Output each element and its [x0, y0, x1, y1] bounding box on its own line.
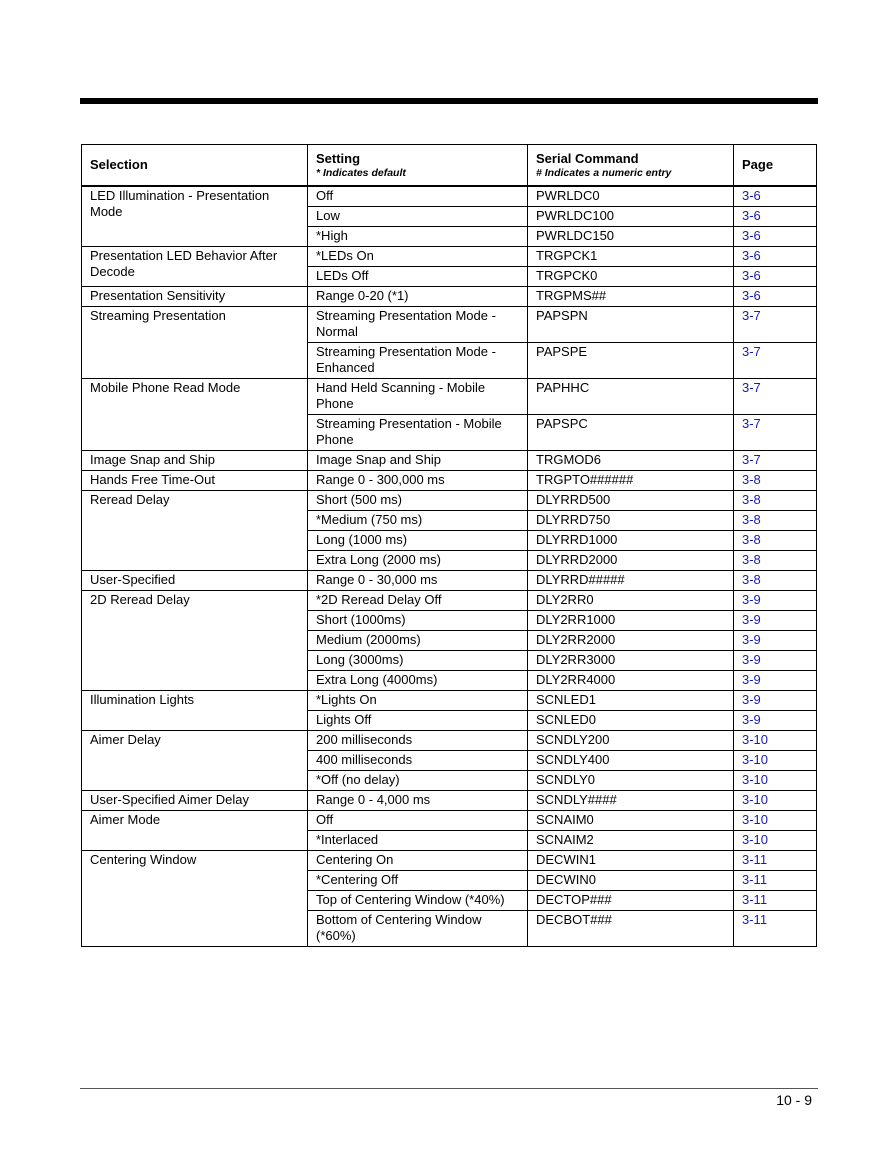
setting-cell: Short (500 ms)	[308, 491, 528, 511]
selection-cell: Hands Free Time-Out	[82, 471, 308, 491]
table-row	[82, 451, 817, 471]
page-cell	[734, 591, 817, 611]
page-cell	[734, 379, 817, 415]
serial-command-cell: PAPHHC	[528, 379, 734, 415]
setting-cell: Range 0 - 300,000 ms	[308, 471, 528, 491]
table-row	[82, 471, 817, 491]
page-cell	[734, 691, 817, 711]
serial-command-cell: TRGPCK0	[528, 267, 734, 287]
setting-cell: Lights Off	[308, 711, 528, 731]
serial-command-cell: DLYRRD1000	[528, 531, 734, 551]
table-header	[82, 145, 817, 187]
page-link[interactable]: 3-9	[742, 612, 761, 627]
selection-cell: Image Snap and Ship	[82, 451, 308, 471]
table-body	[82, 186, 817, 947]
page-cell	[734, 571, 817, 591]
setting-cell: Centering On	[308, 851, 528, 871]
selection-cell: Illumination Lights	[82, 691, 308, 731]
selection-cell: Aimer Mode	[82, 811, 308, 851]
page-link[interactable]: 3-6	[742, 228, 761, 243]
page-link[interactable]: 3-9	[742, 592, 761, 607]
page-link[interactable]: 3-11	[742, 852, 768, 867]
table-row	[82, 591, 817, 611]
page-link[interactable]: 3-6	[742, 248, 761, 263]
table-row	[82, 491, 817, 511]
setting-cell: 400 milliseconds	[308, 751, 528, 771]
footer-rule	[80, 1088, 818, 1089]
page-link[interactable]: 3-10	[742, 732, 769, 747]
serial-command-cell: DLY2RR0	[528, 591, 734, 611]
header-page-label: Page	[742, 157, 774, 172]
page-link[interactable]: 3-10	[742, 752, 769, 767]
serial-command-cell: PAPSPE	[528, 343, 734, 379]
setting-cell: Off	[308, 186, 528, 207]
serial-command-cell: SCNDLY400	[528, 751, 734, 771]
page-link[interactable]: 3-10	[742, 832, 769, 847]
page-cell	[734, 511, 817, 531]
selection-cell: User-Specified Aimer Delay	[82, 791, 308, 811]
page-link[interactable]: 3-8	[742, 552, 761, 567]
selection-cell: 2D Reread Delay	[82, 591, 308, 691]
selection-cell: Presentation LED Behavior After Decode	[82, 247, 308, 287]
serial-command-cell: DLY2RR2000	[528, 631, 734, 651]
serial-command-cell: PWRLDC0	[528, 186, 734, 207]
serial-command-cell: TRGPCK1	[528, 247, 734, 267]
table-row	[82, 379, 817, 415]
serial-command-cell: DLYRRD750	[528, 511, 734, 531]
header-row	[82, 145, 817, 187]
page-cell	[734, 891, 817, 911]
page-link[interactable]: 3-11	[742, 872, 768, 887]
page-link[interactable]: 3-7	[742, 380, 761, 395]
serial-command-cell: TRGPMS##	[528, 287, 734, 307]
page-link[interactable]: 3-6	[742, 268, 761, 283]
table-row	[82, 571, 817, 591]
setting-cell: Extra Long (2000 ms)	[308, 551, 528, 571]
page-link[interactable]: 3-9	[742, 652, 761, 667]
page-link[interactable]: 3-11	[742, 892, 768, 907]
page-cell	[734, 791, 817, 811]
page-cell	[734, 751, 817, 771]
selection-cell: Presentation Sensitivity	[82, 287, 308, 307]
page-number: 10 - 9	[776, 1092, 812, 1108]
setting-cell: Medium (2000ms)	[308, 631, 528, 651]
table-row	[82, 186, 817, 207]
page-cell	[734, 267, 817, 287]
header-page	[734, 145, 817, 187]
serial-command-cell: PAPSPN	[528, 307, 734, 343]
page-cell	[734, 247, 817, 267]
selection-cell: Centering Window	[82, 851, 308, 947]
page-cell	[734, 711, 817, 731]
selection-cell: Mobile Phone Read Mode	[82, 379, 308, 451]
serial-command-cell: SCNDLY0	[528, 771, 734, 791]
table-row	[82, 731, 817, 751]
page-link[interactable]: 3-7	[742, 344, 761, 359]
page-cell	[734, 671, 817, 691]
page-cell	[734, 186, 817, 207]
serial-command-cell: SCNDLY200	[528, 731, 734, 751]
serial-command-cell: DECWIN1	[528, 851, 734, 871]
page-link[interactable]: 3-8	[742, 492, 761, 507]
page-cell	[734, 451, 817, 471]
page-cell	[734, 771, 817, 791]
setting-cell: Bottom of Centering Window (*60%)	[308, 911, 528, 947]
table-row	[82, 791, 817, 811]
setting-cell: Long (3000ms)	[308, 651, 528, 671]
setting-cell: *High	[308, 227, 528, 247]
serial-command-table	[81, 144, 817, 947]
page-cell	[734, 871, 817, 891]
page-cell	[734, 731, 817, 751]
page-link[interactable]: 3-7	[742, 452, 761, 467]
setting-cell: Top of Centering Window (*40%)	[308, 891, 528, 911]
serial-command-cell: DLY2RR3000	[528, 651, 734, 671]
page-link[interactable]: 3-7	[742, 308, 761, 323]
page-cell	[734, 207, 817, 227]
page-link[interactable]: 3-8	[742, 512, 761, 527]
serial-command-cell: SCNDLY####	[528, 791, 734, 811]
table-row	[82, 691, 817, 711]
serial-command-cell: PWRLDC150	[528, 227, 734, 247]
page-link[interactable]: 3-8	[742, 472, 761, 487]
page-link[interactable]: 3-10	[742, 792, 769, 807]
setting-cell: Extra Long (4000ms)	[308, 671, 528, 691]
page-cell	[734, 287, 817, 307]
selection-cell: LED Illumination - Presentation Mode	[82, 186, 308, 247]
setting-cell: *2D Reread Delay Off	[308, 591, 528, 611]
header-setting	[308, 145, 528, 187]
setting-cell: Short (1000ms)	[308, 611, 528, 631]
setting-cell: Range 0 - 4,000 ms	[308, 791, 528, 811]
page-cell	[734, 307, 817, 343]
page-link[interactable]: 3-10	[742, 812, 769, 827]
page-cell	[734, 911, 817, 947]
setting-cell: Streaming Presentation - Mobile Phone	[308, 415, 528, 451]
setting-cell: *Lights On	[308, 691, 528, 711]
table-row	[82, 307, 817, 343]
serial-command-cell: PAPSPC	[528, 415, 734, 451]
table-row	[82, 247, 817, 267]
setting-cell: *LEDs On	[308, 247, 528, 267]
page-cell	[734, 343, 817, 379]
page-link[interactable]: 3-9	[742, 632, 761, 647]
page-link[interactable]: 3-9	[742, 712, 761, 727]
header-selection-label: Selection	[90, 157, 148, 172]
header-setting-note: * Indicates default	[316, 167, 406, 179]
selection-cell: Reread Delay	[82, 491, 308, 571]
page-link[interactable]: 3-7	[742, 416, 761, 431]
page-link[interactable]: 3-6	[742, 208, 761, 223]
setting-cell: LEDs Off	[308, 267, 528, 287]
setting-cell: Streaming Presentation Mode - Normal	[308, 307, 528, 343]
setting-cell: Long (1000 ms)	[308, 531, 528, 551]
header-setting-label: Setting	[316, 151, 361, 166]
setting-cell: *Off (no delay)	[308, 771, 528, 791]
header-selection	[82, 145, 308, 187]
table-row	[82, 851, 817, 871]
serial-command-cell: DECWIN0	[528, 871, 734, 891]
page-cell	[734, 631, 817, 651]
header-serial-command	[528, 145, 734, 187]
selection-cell: Streaming Presentation	[82, 307, 308, 379]
serial-command-cell: TRGPTO######	[528, 471, 734, 491]
serial-command-cell: SCNAIM0	[528, 811, 734, 831]
header-serial-label: Serial Command	[536, 151, 639, 166]
page-link[interactable]: 3-10	[742, 772, 769, 787]
serial-command-cell: SCNAIM2	[528, 831, 734, 851]
page-link[interactable]: 3-6	[742, 188, 761, 203]
serial-command-cell: DECTOP###	[528, 891, 734, 911]
serial-command-cell: DLYRRD2000	[528, 551, 734, 571]
page-cell	[734, 491, 817, 511]
page-cell	[734, 611, 817, 631]
page-cell	[734, 227, 817, 247]
setting-cell: Streaming Presentation Mode - Enhanced	[308, 343, 528, 379]
page-cell	[734, 851, 817, 871]
page-link[interactable]: 3-9	[742, 692, 761, 707]
setting-cell: Hand Held Scanning - Mobile Phone	[308, 379, 528, 415]
setting-cell: *Interlaced	[308, 831, 528, 851]
table-row	[82, 287, 817, 307]
setting-cell: Range 0 - 30,000 ms	[308, 571, 528, 591]
setting-cell: Off	[308, 811, 528, 831]
page-cell	[734, 415, 817, 451]
setting-cell: *Centering Off	[308, 871, 528, 891]
setting-cell: Low	[308, 207, 528, 227]
serial-command-cell: SCNLED1	[528, 691, 734, 711]
setting-cell: 200 milliseconds	[308, 731, 528, 751]
serial-command-cell: DLYRRD500	[528, 491, 734, 511]
setting-cell: Image Snap and Ship	[308, 451, 528, 471]
header-serial-note: # Indicates a numeric entry	[536, 167, 672, 179]
serial-command-cell: DECBOT###	[528, 911, 734, 947]
setting-cell: Range 0-20 (*1)	[308, 287, 528, 307]
serial-command-cell: DLY2RR1000	[528, 611, 734, 631]
serial-command-cell: DLYRRD#####	[528, 571, 734, 591]
page-cell	[734, 811, 817, 831]
page-cell	[734, 651, 817, 671]
page-cell	[734, 551, 817, 571]
setting-cell: *Medium (750 ms)	[308, 511, 528, 531]
page-link[interactable]: 3-9	[742, 672, 761, 687]
page-link[interactable]: 3-11	[742, 912, 768, 927]
page-link[interactable]: 3-8	[742, 532, 761, 547]
selection-cell: User-Specified	[82, 571, 308, 591]
page-link[interactable]: 3-6	[742, 288, 761, 303]
page-cell	[734, 471, 817, 491]
selection-cell: Aimer Delay	[82, 731, 308, 791]
serial-command-cell: SCNLED0	[528, 711, 734, 731]
page-cell	[734, 831, 817, 851]
serial-command-cell: DLY2RR4000	[528, 671, 734, 691]
page-cell	[734, 531, 817, 551]
serial-command-cell: PWRLDC100	[528, 207, 734, 227]
header-rule	[80, 98, 818, 104]
page-link[interactable]: 3-8	[742, 572, 761, 587]
table-row	[82, 811, 817, 831]
serial-command-cell: TRGMOD6	[528, 451, 734, 471]
